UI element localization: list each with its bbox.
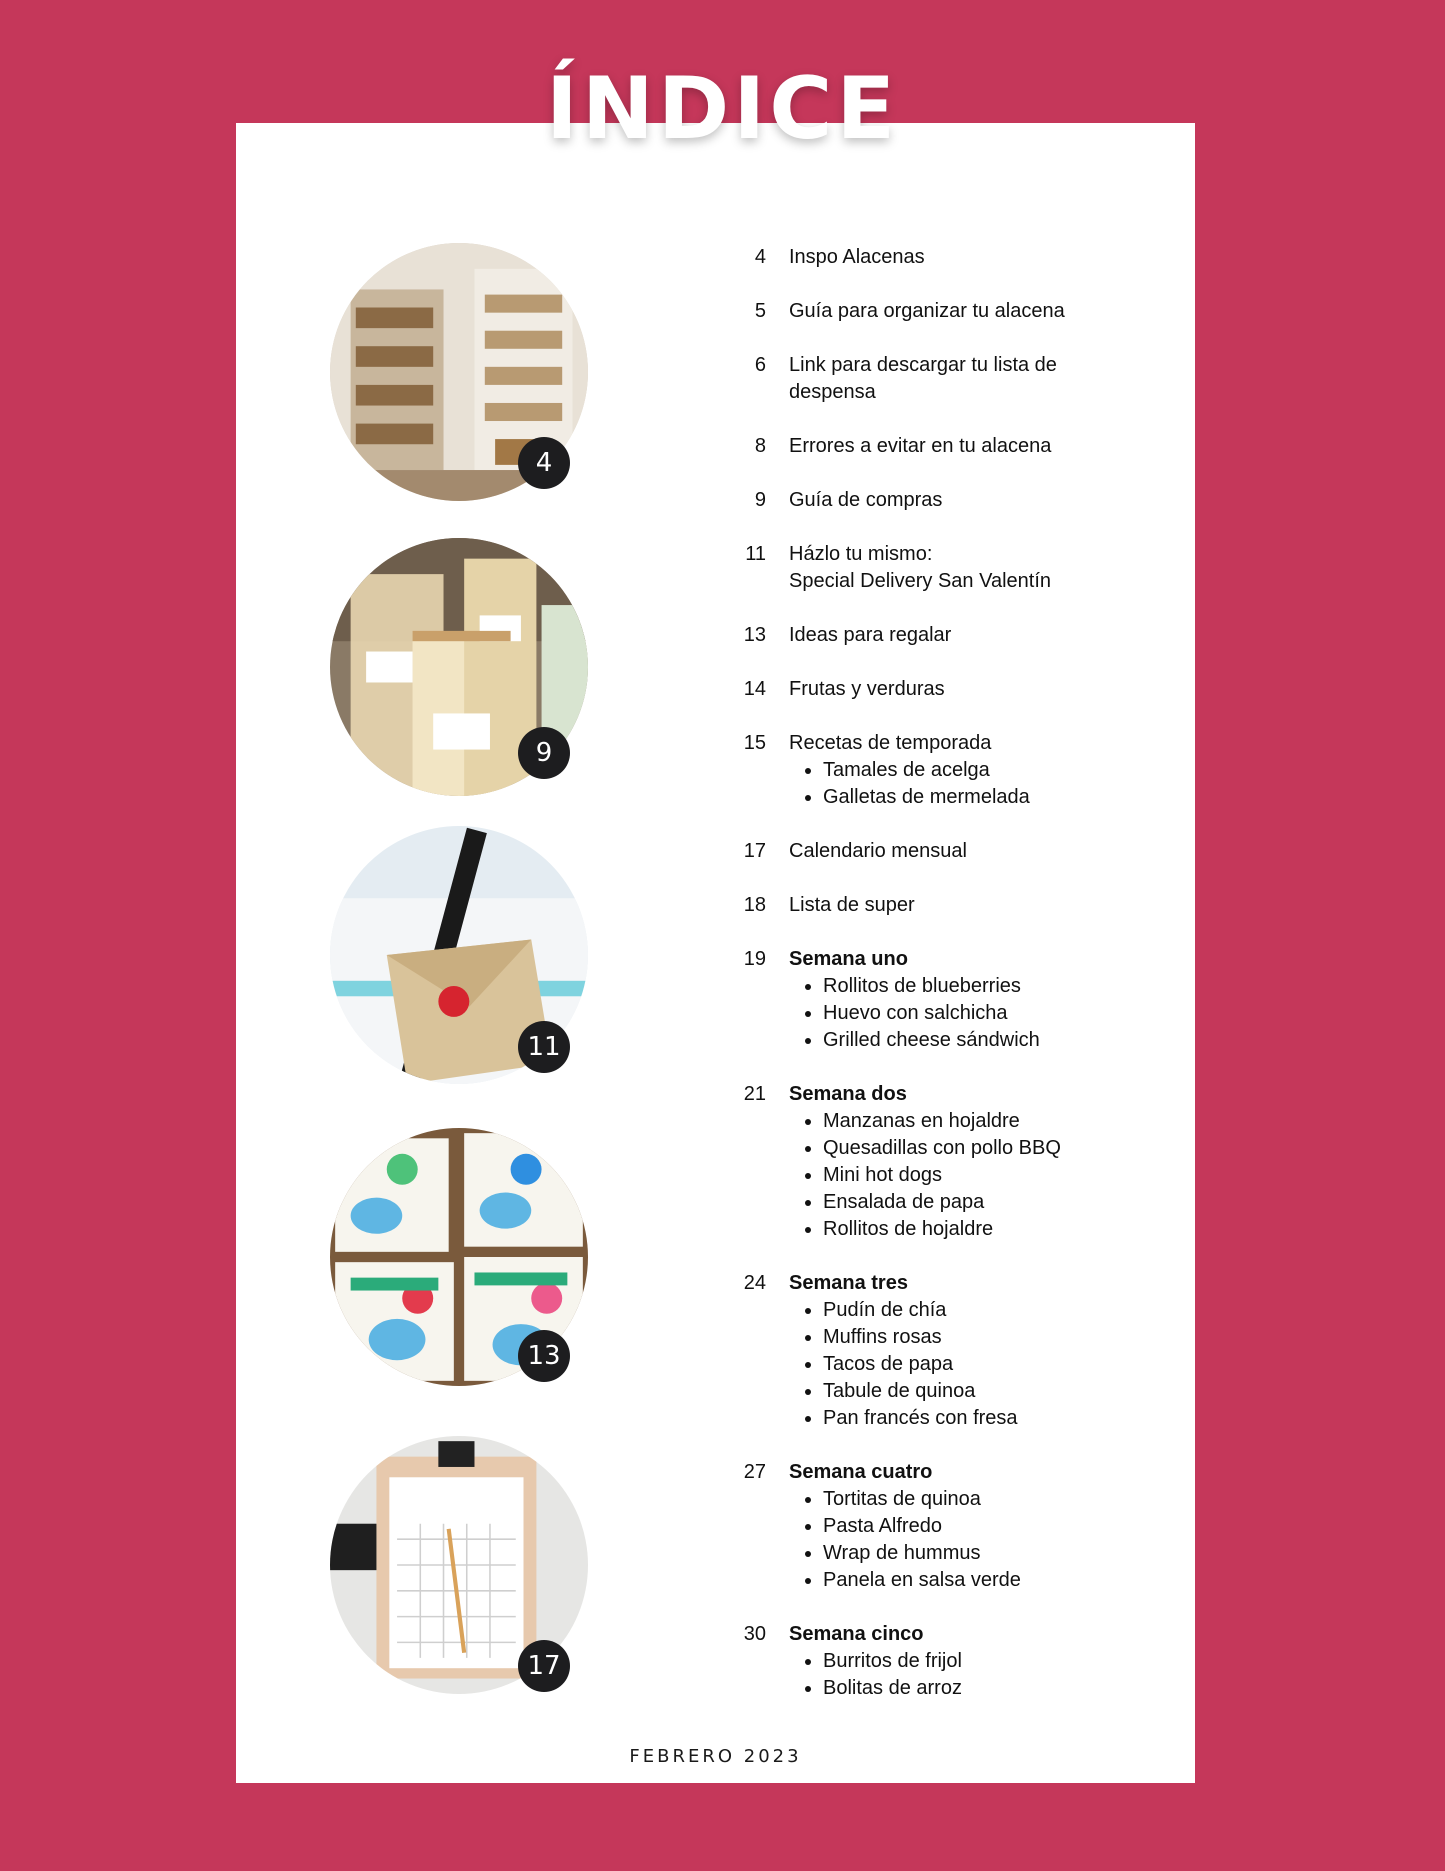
toc-subitem: • Tortitas de quinoa xyxy=(823,1486,1149,1513)
toc-subitem: • Quesadillas con pollo BBQ xyxy=(823,1135,1149,1162)
toc-entry[interactable] xyxy=(729,244,1149,271)
toc-subitem: • Galletas de mermelada xyxy=(823,784,1149,811)
toc-entry[interactable] xyxy=(729,676,1149,703)
toc-sublist xyxy=(789,973,1149,1054)
toc-subitem: • Tamales de acelga xyxy=(823,757,1149,784)
page-badge: 9 xyxy=(518,727,570,779)
toc-page-number: 18 xyxy=(743,894,766,916)
toc-subitem: • Manzanas en hojaldre xyxy=(823,1108,1149,1135)
toc-entry[interactable] xyxy=(729,298,1149,325)
toc-entry-title: Calendario mensual xyxy=(789,840,967,862)
toc-subitem: • Pudín de chía xyxy=(823,1297,1149,1324)
toc-entry-title: Guía de compras xyxy=(789,489,943,511)
toc-subitem: • Bolitas de arroz xyxy=(823,1675,1149,1702)
toc-entry-title-line2: Special Delivery San Valentín xyxy=(789,570,1051,592)
toc-subitem: • Muffins rosas xyxy=(823,1324,1149,1351)
toc-subitem: • Rollitos de blueberries xyxy=(823,973,1149,1000)
toc-sublist xyxy=(789,1108,1149,1243)
toc-subitem: • Grilled cheese sándwich xyxy=(823,1027,1149,1054)
page-badge: 4 xyxy=(518,437,570,489)
toc-page-number: 17 xyxy=(743,840,766,862)
toc-subitem: • Panela en salsa verde xyxy=(823,1567,1149,1594)
toc-entry-title: Ideas para regalar xyxy=(789,624,952,646)
toc-entry-title: Frutas y verduras xyxy=(789,678,945,700)
toc-sublist xyxy=(789,757,1149,811)
toc-page-number: 21 xyxy=(743,1083,766,1105)
toc-subitem: • Pan francés con fresa xyxy=(823,1405,1149,1432)
toc-page-number: 6 xyxy=(754,354,766,376)
toc-page-number: 15 xyxy=(743,732,766,754)
toc-entry[interactable] xyxy=(729,838,1149,865)
toc-entry-title: Errores a evitar en tu alacena xyxy=(789,435,1052,457)
toc-entry[interactable] xyxy=(729,1270,1149,1432)
toc-entry[interactable] xyxy=(729,433,1149,460)
toc-entry-title: Semana uno xyxy=(789,948,908,970)
toc-entry-title: Recetas de temporada xyxy=(789,732,992,754)
toc-entry[interactable] xyxy=(729,946,1149,1054)
toc-entry[interactable] xyxy=(729,352,1149,406)
toc-page-number: 13 xyxy=(743,624,766,646)
toc-page-number: 27 xyxy=(743,1461,766,1483)
toc-entry-title: Semana dos xyxy=(789,1083,907,1105)
toc-entry-title: Házlo tu mismo: xyxy=(789,543,933,565)
toc-subitem: • Wrap de hummus xyxy=(823,1540,1149,1567)
toc-entry[interactable] xyxy=(729,622,1149,649)
toc-subitem: • Ensalada de papa xyxy=(823,1189,1149,1216)
toc-subitem: • Tacos de papa xyxy=(823,1351,1149,1378)
toc-entry[interactable] xyxy=(729,730,1149,811)
toc-entry[interactable] xyxy=(729,487,1149,514)
page-badge: 11 xyxy=(518,1021,570,1073)
toc-page-number: 24 xyxy=(743,1272,766,1294)
toc-page-number: 11 xyxy=(745,543,766,565)
toc-entry-title: Semana cinco xyxy=(789,1623,924,1645)
toc-subitem: • Mini hot dogs xyxy=(823,1162,1149,1189)
toc-entry[interactable] xyxy=(729,1621,1149,1702)
toc-subitem: • Pasta Alfredo xyxy=(823,1513,1149,1540)
toc-page-number: 9 xyxy=(754,489,766,511)
toc-entry-title: Semana cuatro xyxy=(789,1461,933,1483)
toc-entry[interactable] xyxy=(729,1459,1149,1594)
toc-page-number: 30 xyxy=(743,1623,766,1645)
table-of-contents xyxy=(729,244,1149,1729)
toc-sublist xyxy=(789,1486,1149,1594)
toc-page-number: 14 xyxy=(743,678,766,700)
toc-sublist xyxy=(789,1297,1149,1432)
toc-subitem: • Rollitos de hojaldre xyxy=(823,1216,1149,1243)
toc-entry-title: Guía para organizar tu alacena xyxy=(789,300,1065,322)
toc-entry-title: Link para descargar tu lista de despensa xyxy=(789,354,1057,403)
toc-page-number: 19 xyxy=(743,948,766,970)
toc-entry[interactable] xyxy=(729,892,1149,919)
toc-entry-title: Semana tres xyxy=(789,1272,908,1294)
toc-subitem: • Burritos de frijol xyxy=(823,1648,1149,1675)
toc-subitem: • Tabule de quinoa xyxy=(823,1378,1149,1405)
toc-entry-title: Lista de super xyxy=(789,894,915,916)
toc-entry[interactable] xyxy=(729,1081,1149,1243)
toc-sublist xyxy=(789,1648,1149,1702)
toc-page-number: 4 xyxy=(754,246,766,268)
page-title: ÍNDICE xyxy=(545,59,900,159)
toc-entry-title: Inspo Alacenas xyxy=(789,246,925,268)
toc-subitem: • Huevo con salchicha xyxy=(823,1000,1149,1027)
footer-date: FEBRERO 2023 xyxy=(629,1746,802,1767)
toc-page-number: 5 xyxy=(754,300,766,322)
toc-page-number: 8 xyxy=(754,435,766,457)
page-badge: 17 xyxy=(518,1640,570,1692)
page-badge: 13 xyxy=(518,1330,570,1382)
toc-entry[interactable] xyxy=(729,541,1149,595)
